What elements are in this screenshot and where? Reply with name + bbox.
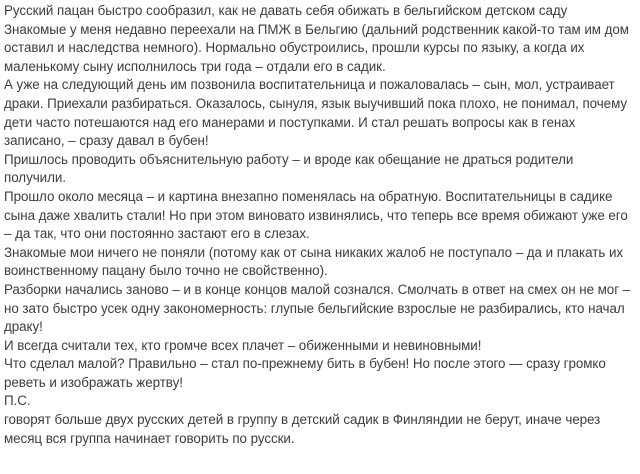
story-text	[4, 2, 636, 448]
story-paragraph: Что сделал малой? Правильно – стал по-прежнему бить в бубен! Но после этого — сразу громко реветь и изображать жертву!	[4, 356, 606, 390]
postscript-text: говорят больше двух русских детей в группу в детский садик в Финляндии не берут, иначе через месяц вся группа начинает говорить по русски.	[4, 412, 601, 446]
story-paragraph: Знакомые мои ничего не поняли (потому как от сына никаких жалоб не поступало – да и плакать их воинственному пацану было точно не свойственно).	[4, 244, 624, 279]
story-paragraph: Разборки начались заново – и в конце концов малой сознался. Смолчать в ответ на смех он не мог – но зато быстро усек одну закономерность: глупые бельгийские взрослые не разбирались, кто начал драку!	[4, 281, 631, 335]
story-paragraph: И всегда считали тех, кто громче всех плачет – обиженными и невиновными!	[4, 337, 482, 353]
story-paragraph: Прошло около месяца – и картина внезапно поменялась на обратную. Воспитательницы в садике сына даже хвалить стали! Но при этом виновато извинялись, что теперь все время обижают уже его – да так, что они постоянно застают его в слезах.	[4, 188, 628, 242]
story-title: Русский пацан быстро сообразил, как не давать себя обижать в бельгийском детском саду	[4, 3, 568, 18]
story-paragraph: Знакомые у меня недавно переехали на ПМЖ в Бельгию (дальний родственник какой-то там им дом оставил и наследства немного). Нормально обустроились, прошли курсы по языку, а когда их маленькому сыну исполнилось три года – отдали его в садик.	[4, 21, 629, 74]
story-paragraph: Пришлось проводить объяснительную работу – и вроде как обещание не драться родители получили.	[4, 151, 574, 186]
postscript-label: П.С.	[4, 393, 31, 409]
story-paragraph: А уже на следующий день им позвонила воспитательница и пожаловалась – сын, мол, устраивает драки. Приехали разбираться. Оказалось, сынуля, язык выучивший пока плохо, не понимал, почему дети часто потешаются над его манерами и поступками. И стал решать вопросы как в генах записано, – сразу давал в бубен!	[4, 77, 628, 149]
